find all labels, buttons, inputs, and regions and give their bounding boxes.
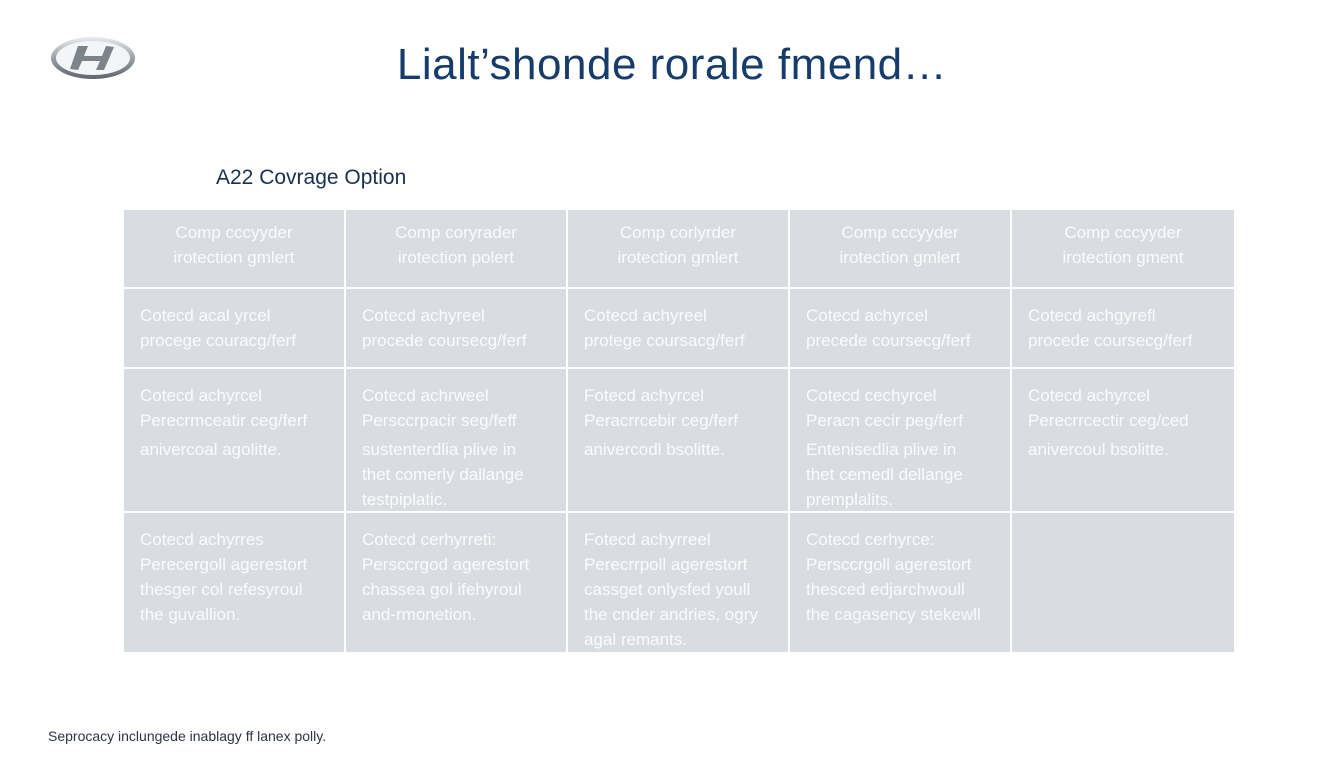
- table-cell-line: precede coursecg/ferf: [806, 331, 971, 350]
- table-cell-line: Cotecd cechyrcel: [806, 386, 937, 405]
- table-cell-line: testpiplatic.: [362, 490, 448, 509]
- table-cell: [1012, 513, 1234, 652]
- table-cell-line: thet cemedl dellange: [806, 465, 963, 484]
- table-cell: [346, 289, 566, 367]
- column-header-line: Comp corlyrder: [619, 223, 737, 242]
- table-cell-line: sustenterdlia plive in: [362, 440, 517, 459]
- table-cell: [790, 369, 1010, 511]
- column-header: [790, 210, 1010, 287]
- column-header-line: irotection polert: [397, 248, 515, 267]
- table-cell: [568, 369, 788, 511]
- table-cell: [1012, 289, 1234, 367]
- column-header-line: irotection gmlert: [173, 248, 295, 267]
- table-cell: [790, 513, 1010, 652]
- table-cell-line: Cotecd acal yrcel: [140, 306, 271, 325]
- table-cell: [568, 513, 788, 652]
- table-cell-line: Cotecd achyrcel: [806, 306, 928, 325]
- column-header: [568, 210, 788, 287]
- page-title: Lialt’shonde rorale fmend…: [396, 40, 948, 89]
- footer-note: Seprocacy inclungede inablagy ff lanex polly.: [48, 728, 327, 744]
- table-cell: [124, 289, 344, 367]
- table-cell-line: Cotecd achrweel: [362, 386, 489, 405]
- table-cell-line: thet comerly dallange: [362, 465, 524, 484]
- column-header-line: Comp cccyyder: [841, 223, 959, 242]
- table-cell-line: Cotecd cerhyrce:: [806, 530, 935, 549]
- table-cell-line: anivercoal agolitte.: [140, 440, 282, 459]
- table-cell-line: Peracrrcebir ceg/ferf: [584, 411, 738, 430]
- table-cell-line: Cotecd achyrres: [140, 530, 264, 549]
- column-header-line: irotection gmlert: [839, 248, 961, 267]
- table-cell-line: chassea gol ifehyroul: [362, 580, 522, 599]
- table-cell: [346, 369, 566, 511]
- table-cell-line: Fotecd achyrcel: [584, 386, 704, 405]
- table-cell-line: Cotecd cerhyrreti:: [362, 530, 497, 549]
- table-cell-line: and-rmonetion.: [362, 605, 477, 624]
- table-cell: [1012, 369, 1234, 511]
- table-cell-line: protege coursacg/ferf: [584, 331, 745, 350]
- table-cell-line: anivercodl bsolitte.: [584, 440, 725, 459]
- table-cell-line: Perecergoll agerestort: [140, 555, 308, 574]
- table-cell-line: Fotecd achyrreel: [584, 530, 711, 549]
- table-cell: [568, 289, 788, 367]
- table-cell-line: Persccrgoll agerestort: [806, 555, 972, 574]
- table-cell-line: Peracn cecir peg/ferf: [806, 411, 963, 430]
- table-cell-line: Persccrgod agerestort: [362, 555, 530, 574]
- column-header-line: Comp cccyyder: [175, 223, 293, 242]
- table-cell: [790, 289, 1010, 367]
- table-cell: [346, 513, 566, 652]
- table-cell-line: thesced edjarchwoull: [806, 580, 965, 599]
- table-cell-line: Cotecd achgyrefl: [1028, 306, 1156, 325]
- table-cell-line: Perecrrcectir ceg/ced: [1028, 411, 1189, 430]
- column-header: [1012, 210, 1234, 287]
- table-cell-line: procede coursecg/ferf: [1028, 331, 1193, 350]
- table-cell-line: Perecrrpoll agerestort: [584, 555, 748, 574]
- table-cell-line: the cnder andries, ogry: [584, 605, 758, 624]
- table-cell-line: the cagasency stekewll: [806, 605, 981, 624]
- table-cell-line: Cotecd achyrcel: [1028, 386, 1150, 405]
- table-cell-line: Cotecd achyreel: [362, 306, 485, 325]
- table-cell-line: Persccrpacir seg/feff: [362, 411, 517, 430]
- table-cell-line: procege couracg/ferf: [140, 331, 296, 350]
- table-cell-line: Entenisedlia plive in: [806, 440, 957, 459]
- table-cell-line: the guvallion.: [140, 605, 241, 624]
- column-header: [124, 210, 344, 287]
- section-title: A22 Covrage Option: [216, 166, 407, 189]
- column-header: [346, 210, 566, 287]
- table-cell: [124, 369, 344, 511]
- column-header-line: Comp coryrader: [395, 223, 517, 242]
- table-cell-line: Cotecd achyrcel: [140, 386, 262, 405]
- table-cell-line: premplalits.: [806, 490, 893, 509]
- table-cell-line: procede coursecg/ferf: [362, 331, 527, 350]
- table-cell-line: Cotecd achyreel: [584, 306, 707, 325]
- table-cell-line: agal remants.: [584, 630, 687, 649]
- column-header-line: irotection gmlert: [617, 248, 739, 267]
- table-cell-line: thesger col refesyroul: [140, 580, 303, 599]
- column-header-line: irotection gment: [1062, 248, 1184, 267]
- table-cell: [124, 513, 344, 652]
- table-cell-line: cassget onlysfed youll: [584, 580, 751, 599]
- table-cell-line: Perecrmceatir ceg/ferf: [140, 411, 308, 430]
- coverage-table: [124, 210, 1234, 654]
- table-cell-line: anivercoul bsolitte.: [1028, 440, 1169, 459]
- column-header-line: Comp cccyyder: [1064, 223, 1182, 242]
